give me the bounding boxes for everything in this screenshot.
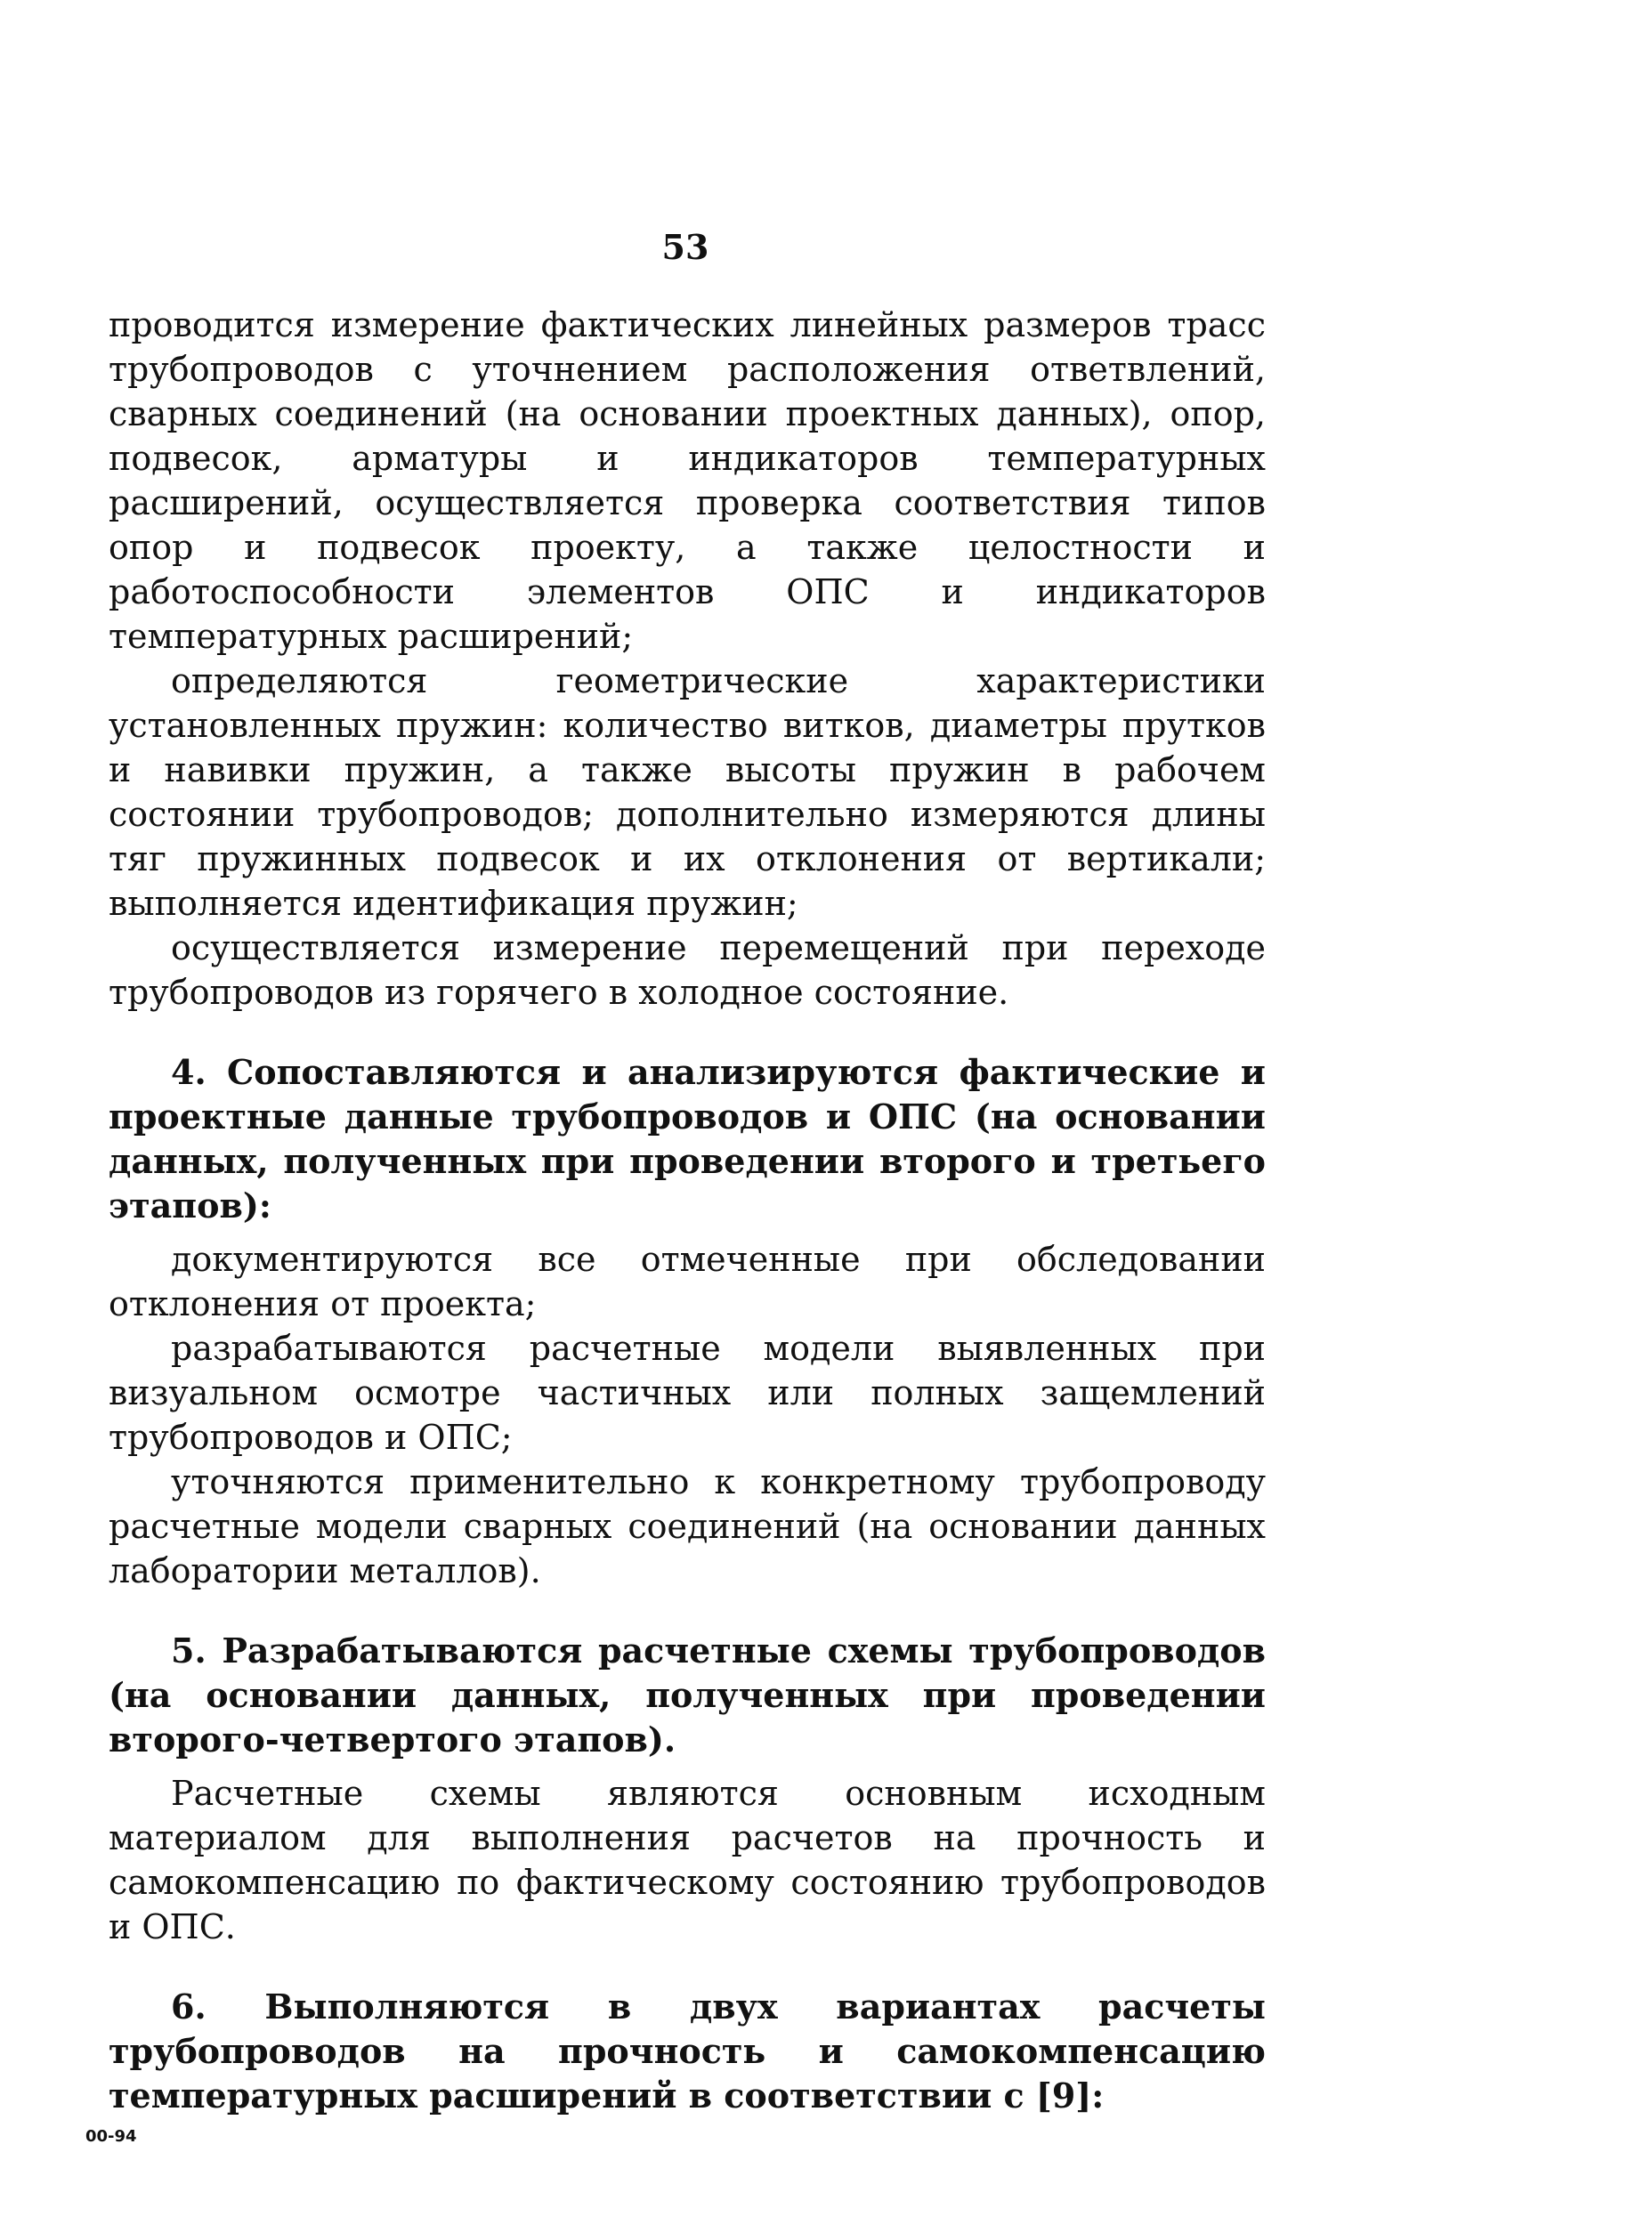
paragraph-deviations: документируются все отмеченные при обследовании отклонения от проекта; bbox=[109, 1240, 1266, 1323]
section-heading-5: 5. Разрабатываются расчетные схемы трубопроводов (на основании данных, полученных при проведении второго-четвертого этапов). bbox=[109, 1630, 1266, 1760]
paragraph-design-schemes: Расчетные схемы являются основным исходным материалом для выполнения расчетов на прочность и самокомпенсацию по фактическому состоянию трубопроводов и ОПС. bbox=[109, 1774, 1266, 1946]
footer-code: 00-94 bbox=[85, 2127, 137, 2146]
paragraph-displacement: осуществляется измерение перемещений при переходе трубопроводов из горячего в холодное состояние. bbox=[109, 928, 1266, 1012]
paragraph-clamping-models: разрабатываются расчетные модели выявленных при визуальном осмотре частичных или полных защемлений трубопроводов и ОПС; bbox=[109, 1329, 1266, 1457]
section-heading-4: 4. Сопоставляются и анализируются фактические и проектные данные трубопроводов и ОПС (на основании данных, полученных при проведении второго и третьего этапов): bbox=[109, 1052, 1266, 1226]
page-number: 53 bbox=[661, 227, 709, 267]
section-heading-6: 6. Выполняются в двух вариантах расчеты трубопроводов на прочность и самокомпенсацию температурных расширений в соответствии с [9]: bbox=[109, 1986, 1266, 2116]
paragraph-spring-geometry: определяются геометрические характеристики установленных пружин: количество витков, диаметры прутков и навивки пружин, а также высоты пружин в рабочем состоянии трубопроводов; дополнительно измеряются длины тяг пружинных подвесок и их отклонения от вертикали; выполняется идентификация пружин; bbox=[109, 661, 1266, 923]
paragraph-measurement: проводится измерение фактических линейных размеров трасс трубопроводов с уточнением расположения ответвлений, сварных соединений (на основании проектных данных), опор, подвесок, арматуры и индикаторов температурных расширений, осуществляется проверка соответствия типов опор и подвесок проекту, а также целостности и работоспособности элементов ОПС и индикаторов температурных расширений; bbox=[109, 305, 1266, 656]
paragraph-weld-models: уточняются применительно к конкретному трубопроводу расчетные модели сварных соединений (на основании данных лаборатории металлов). bbox=[109, 1462, 1266, 1590]
body-text bbox=[109, 303, 1266, 2118]
